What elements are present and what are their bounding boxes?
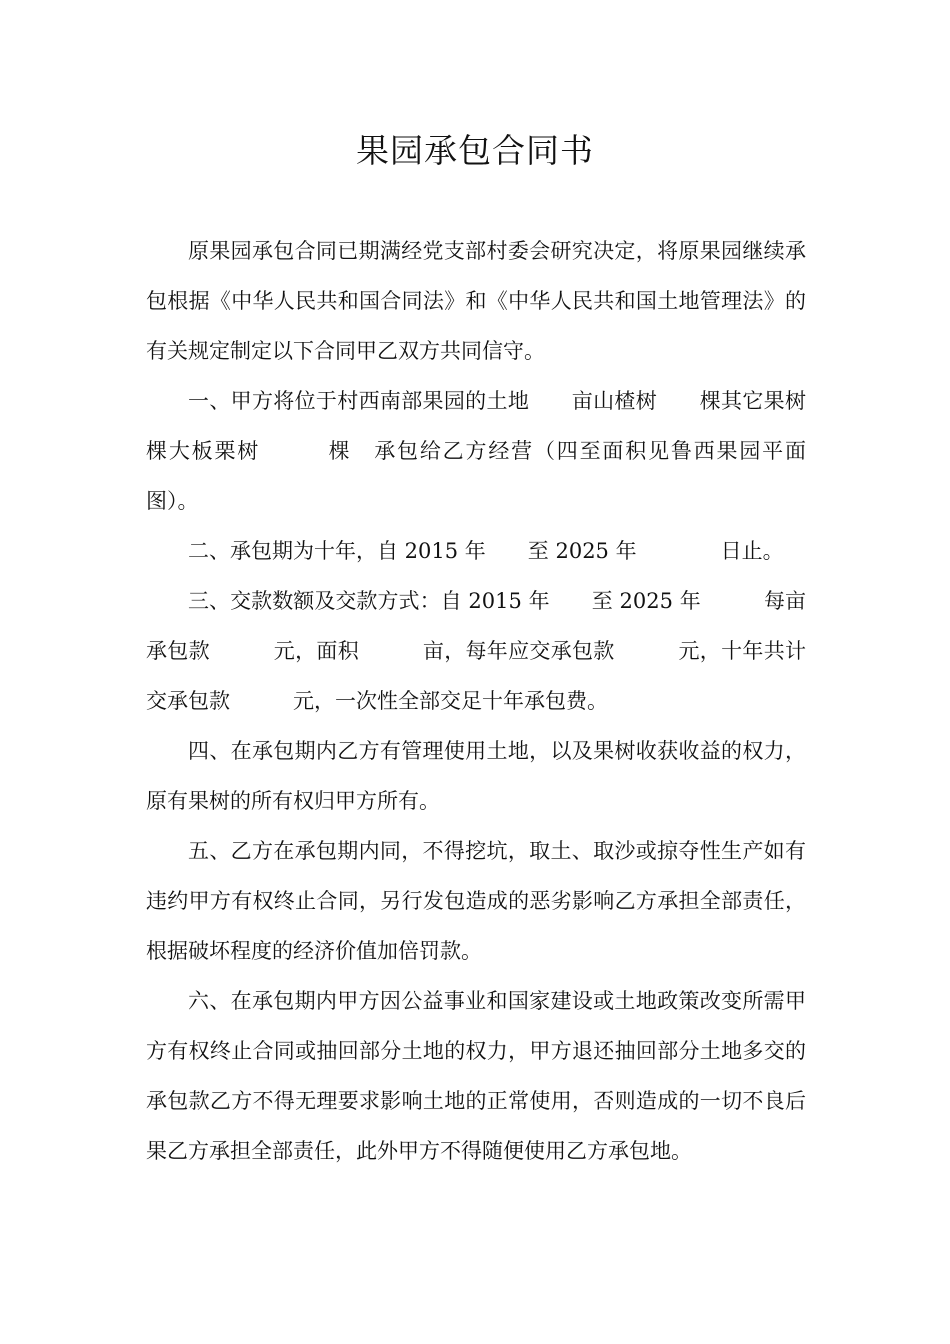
paragraph-clause-2: 二、承包期为十年，自 2015 年 至 2025 年 日止。 (188, 539, 784, 563)
paragraph-clause-5: 五、乙方在承包期内同，不得挖坑，取土、取沙或掠夺性生产如有违约甲方有权终止合同，另行发包造成的恶劣影响乙方承担全部责任，根据破坏程度的经济价值加倍罚款。 (146, 839, 806, 963)
page-title: 果园承包合同书 (356, 131, 594, 170)
document-body (146, 226, 806, 1176)
paragraph-intro: 原果园承包合同已期满经党支部村委会研究决定，将原果园继续承包根据《中华人民共和国合同法》和《中华人民共和国土地管理法》的有关规定制定以下合同甲乙双方共同信守。 (146, 239, 806, 363)
paragraph-clause-3: 三、交款数额及交款方式：自 2015 年 至 2025 年 每亩承包款 元，面积 亩，每年应交承包款 元，十年共计交承包款 元，一次性全部交足十年承包费。 (146, 589, 806, 713)
paragraph-clause-1: 一、甲方将位于村西南部果园的土地 亩山楂树 棵其它果树棵大板栗树 棵 承包给乙方经营（四至面积见鲁西果园平面图）。 (146, 389, 806, 513)
paragraph-clause-6: 六、在承包期内甲方因公益事业和国家建设或土地政策改变所需甲方有权终止合同或抽回部分土地的权力，甲方退还抽回部分土地多交的承包款乙方不得无理要求影响土地的正常使用，否则造成的一切不良后果乙方承担全部责任，此外甲方不得随便使用乙方承包地。 (146, 989, 806, 1163)
paragraph-clause-4: 四、在承包期内乙方有管理使用土地，以及果树收获收益的权力，原有果树的所有权归甲方所有。 (146, 739, 806, 813)
